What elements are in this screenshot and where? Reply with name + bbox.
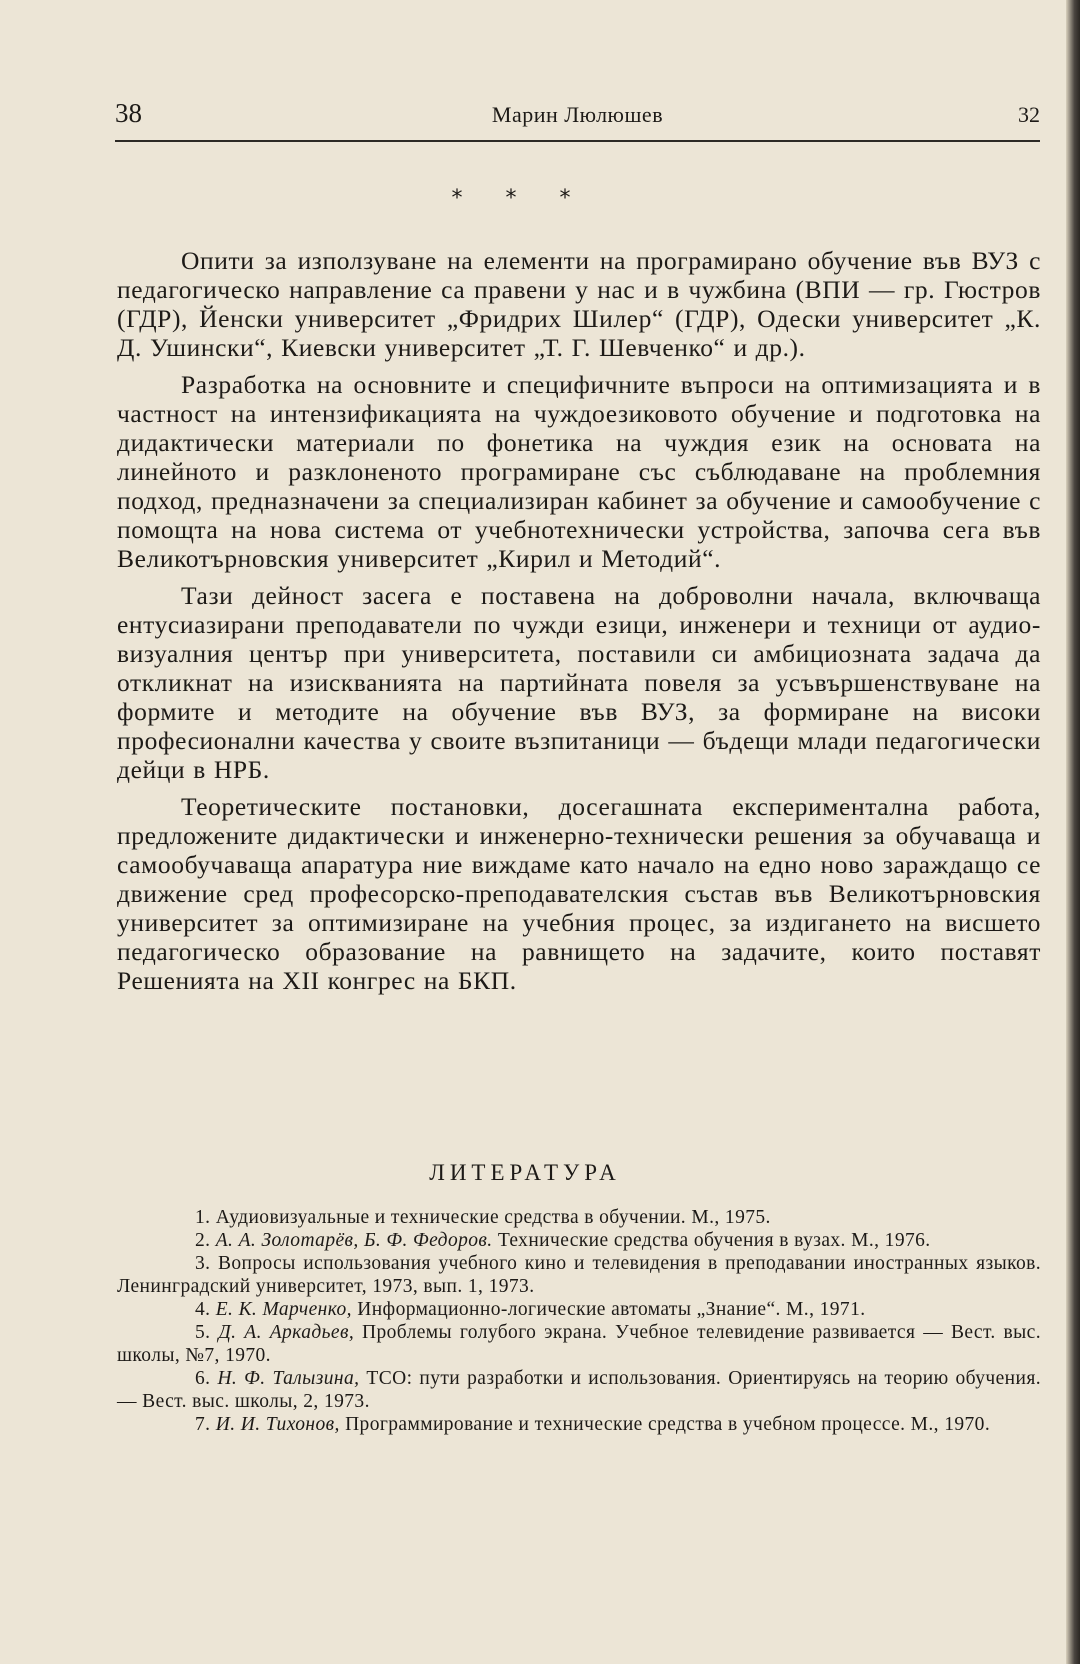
reference-item [117, 1298, 1041, 1321]
paragraph: Опити за използуване на елементи на програмирано обучение във ВУЗ с педагогическо направление са правени у нас и в чужбина (ВПИ — гр. Гюстров (ГДР), Йенски университет „Фридрих Шилер“ (ГДР), Одески университет „К. Д. Ушински“, Киевски университет „Т. Г. Шевченко“ и др.). [117, 246, 1041, 362]
reference-text: Аудиовизуальные и технические средства в обучении. М., 1975. [215, 1207, 771, 1228]
reference-text: Технические средства обучения в вузах. М., 1976. [497, 1230, 931, 1251]
reference-number: 7. [195, 1414, 211, 1435]
reference-authors: Н. Ф. Талызина, [217, 1368, 360, 1389]
reference-number: 5. [195, 1322, 211, 1343]
paragraph: Разработка на основните и специфичните въпроси на оптимизацията и в частност на интензификацията на чуждоезиковото обучение и подготовка на дидактически материали по фонетика на чуждия език на основата на линейното и разклоненото програмиране със съблюдаване на проблемния подход, предназначени за специализиран кабинет за обучение и самообучение с помощта на нова система от учебнотехнически устройства, започва сега във Великотърновския университет „Кирил и Методий“. [117, 370, 1041, 573]
reference-text: Проблемы голубого экрана. Учебное телевидение развивается — Вест. выс. школы, №7, 1970. [117, 1322, 1041, 1366]
reference-text: Вопросы использования учебного кино и телевидения в преподавании иностранных языков. Ленинградский университет, 1973, вып. 1, 1973. [117, 1253, 1041, 1297]
section-separator: * * * [451, 186, 589, 211]
page-number-left: 38 [115, 98, 142, 128]
reference-authors: Д. А. Аркадьев, [218, 1322, 355, 1343]
reference-item [117, 1206, 1041, 1229]
body-text [117, 246, 1041, 1003]
page-number-right: 32 [1018, 102, 1040, 127]
page-edge [1066, 0, 1080, 1664]
reference-authors: И. И. Тихонов, [215, 1414, 340, 1435]
page-header [115, 98, 1040, 134]
reference-number: 1. [195, 1207, 211, 1228]
reference-item [117, 1229, 1041, 1252]
reference-text: ТСО: пути разработки и использования. Ориентируясь на теорию обучения. — Вест. выс. школы, 2, 1973. [117, 1368, 1041, 1412]
paragraph: Теоретическите постановки, досегашната експериментална работа, предложените дидактически и инженерно-технически решения за обучаваща и самообучаваща апаратура ние виждаме като начало на едно ново зараждащо се движение сред професорско-преподавателския състав във Великотърновския университет за оптимизиране на учебния процес, за издигането на висшето педагогическо образование на равнището на задачите, които поставят Решенията на XII конгрес на БКП. [117, 792, 1041, 995]
reference-number: 3. [195, 1253, 211, 1274]
reference-list [117, 1206, 1041, 1436]
reference-authors: Е. К. Марченко, [215, 1299, 352, 1320]
reference-text: Программирование и технические средства в учебном процессе. М., 1970. [345, 1414, 991, 1435]
reference-item [117, 1321, 1041, 1367]
reference-item [117, 1252, 1041, 1298]
reference-authors: А. А. Золотарёв, Б. Ф. Федоров. [215, 1230, 493, 1251]
paragraph: Тази дейност засега е поставена на доброволни начала, включваща ентусиазирани преподаватели по чужди езици, инженери и техници от аудио-визуалния център при университета, поставили си амбициозната задача да откликнат на изискванията на партийната повеля за усъвършенствуване на формите и методите на обучение във ВУЗ, за формиране на високи професионални качества у своите възпитаници — бъдещи млади педагогически дейци в НРБ. [117, 581, 1041, 784]
reference-item [117, 1413, 1041, 1436]
header-rule [115, 140, 1040, 142]
literature-heading: ЛИТЕРАТУРА [429, 1160, 621, 1185]
reference-number: 2. [195, 1230, 211, 1251]
reference-text: Информационно-логические автоматы „Знание“. М., 1971. [357, 1299, 866, 1320]
reference-number: 6. [195, 1368, 211, 1389]
reference-number: 4. [195, 1299, 211, 1320]
reference-item [117, 1367, 1041, 1413]
running-title: Марин Люлюшев [491, 102, 664, 127]
